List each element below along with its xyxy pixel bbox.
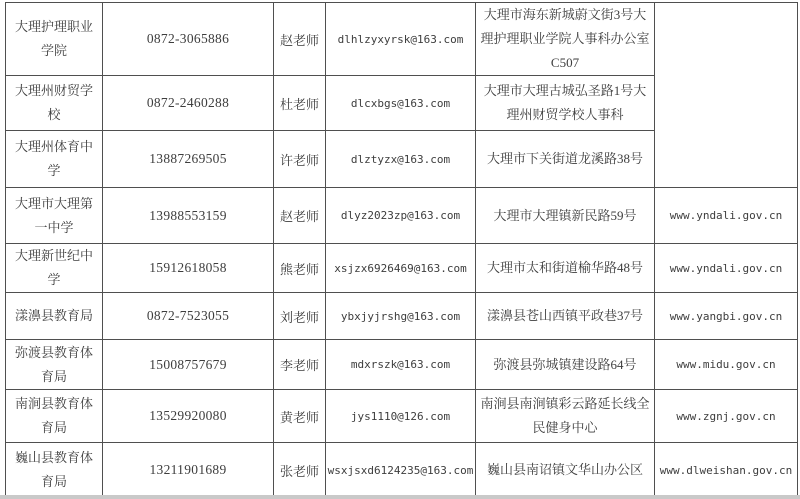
phone-cell: 0872-3065886 [103, 3, 274, 76]
contact-person-cell: 李老师 [274, 340, 326, 390]
phone-cell: 0872-2460288 [103, 76, 274, 131]
contact-person-cell: 黄老师 [274, 390, 326, 443]
address-cell: 大理市大理镇新民路59号 [476, 188, 655, 244]
email-cell: mdxrszk@163.com [326, 340, 476, 390]
contact-person-cell: 张老师 [274, 443, 326, 498]
contact-person-cell: 杜老师 [274, 76, 326, 131]
contact-person-cell: 熊老师 [274, 244, 326, 293]
phone-cell: 15912618058 [103, 244, 274, 293]
address-cell: 大理市大理古城弘圣路1号大理州财贸学校人事科 [476, 76, 655, 131]
email-cell: xsjzx6926469@163.com [326, 244, 476, 293]
email-cell: ybxjyjrshg@163.com [326, 293, 476, 340]
email-cell: dlcxbgs@163.com [326, 76, 476, 131]
contact-person-cell: 刘老师 [274, 293, 326, 340]
table-row [6, 390, 798, 443]
address-cell: 巍山县南诏镇文华山办公区 [476, 443, 655, 498]
phone-cell: 13887269505 [103, 131, 274, 188]
table-row [6, 443, 798, 498]
table-row [6, 293, 798, 340]
org-name-cell: 南涧县教育体育局 [6, 390, 103, 443]
contact-table [5, 2, 798, 498]
address-cell: 南涧县南涧镇彩云路延长线全民健身中心 [476, 390, 655, 443]
address-cell: 大理市海东新城蔚文街3号大理护理职业学院人事科办公室C507 [476, 3, 655, 76]
website-cell: www.dlweishan.gov.cn [655, 443, 798, 498]
email-cell: dlztyzx@163.com [326, 131, 476, 188]
phone-cell: 13211901689 [103, 443, 274, 498]
website-cell: www.midu.gov.cn [655, 340, 798, 390]
phone-cell: 15008757679 [103, 340, 274, 390]
contact-person-cell: 赵老师 [274, 3, 326, 76]
page-bottom-edge [0, 495, 800, 499]
address-cell: 大理市太和街道榆华路48号 [476, 244, 655, 293]
address-cell: 漾濞县苍山西镇平政巷37号 [476, 293, 655, 340]
phone-cell: 13988553159 [103, 188, 274, 244]
contact-person-cell: 许老师 [274, 131, 326, 188]
org-name-cell: 漾濞县教育局 [6, 293, 103, 340]
email-cell: dlyz2023zp@163.com [326, 188, 476, 244]
phone-cell: 13529920080 [103, 390, 274, 443]
table-row [6, 340, 798, 390]
contact-person-cell: 赵老师 [274, 188, 326, 244]
org-name-cell: 大理市大理第一中学 [6, 188, 103, 244]
phone-cell: 0872-7523055 [103, 293, 274, 340]
website-cell: www.yangbi.gov.cn [655, 293, 798, 340]
address-cell: 弥渡县弥城镇建设路64号 [476, 340, 655, 390]
website-cell-merged-empty [655, 3, 798, 188]
website-cell: www.yndali.gov.cn [655, 244, 798, 293]
org-name-cell: 大理护理职业学院 [6, 3, 103, 76]
website-cell: www.yndali.gov.cn [655, 188, 798, 244]
address-cell: 大理市下关街道龙溪路38号 [476, 131, 655, 188]
email-cell: wsxjsxd6124235@163.com [326, 443, 476, 498]
table-row [6, 3, 798, 76]
table-row [6, 244, 798, 293]
org-name-cell: 大理州财贸学校 [6, 76, 103, 131]
org-name-cell: 大理州体育中学 [6, 131, 103, 188]
org-name-cell: 弥渡县教育体育局 [6, 340, 103, 390]
table-row [6, 188, 798, 244]
email-cell: dlhlzyxyrsk@163.com [326, 3, 476, 76]
website-cell: www.zgnj.gov.cn [655, 390, 798, 443]
org-name-cell: 巍山县教育体育局 [6, 443, 103, 498]
email-cell: jys1110@126.com [326, 390, 476, 443]
org-name-cell: 大理新世纪中学 [6, 244, 103, 293]
